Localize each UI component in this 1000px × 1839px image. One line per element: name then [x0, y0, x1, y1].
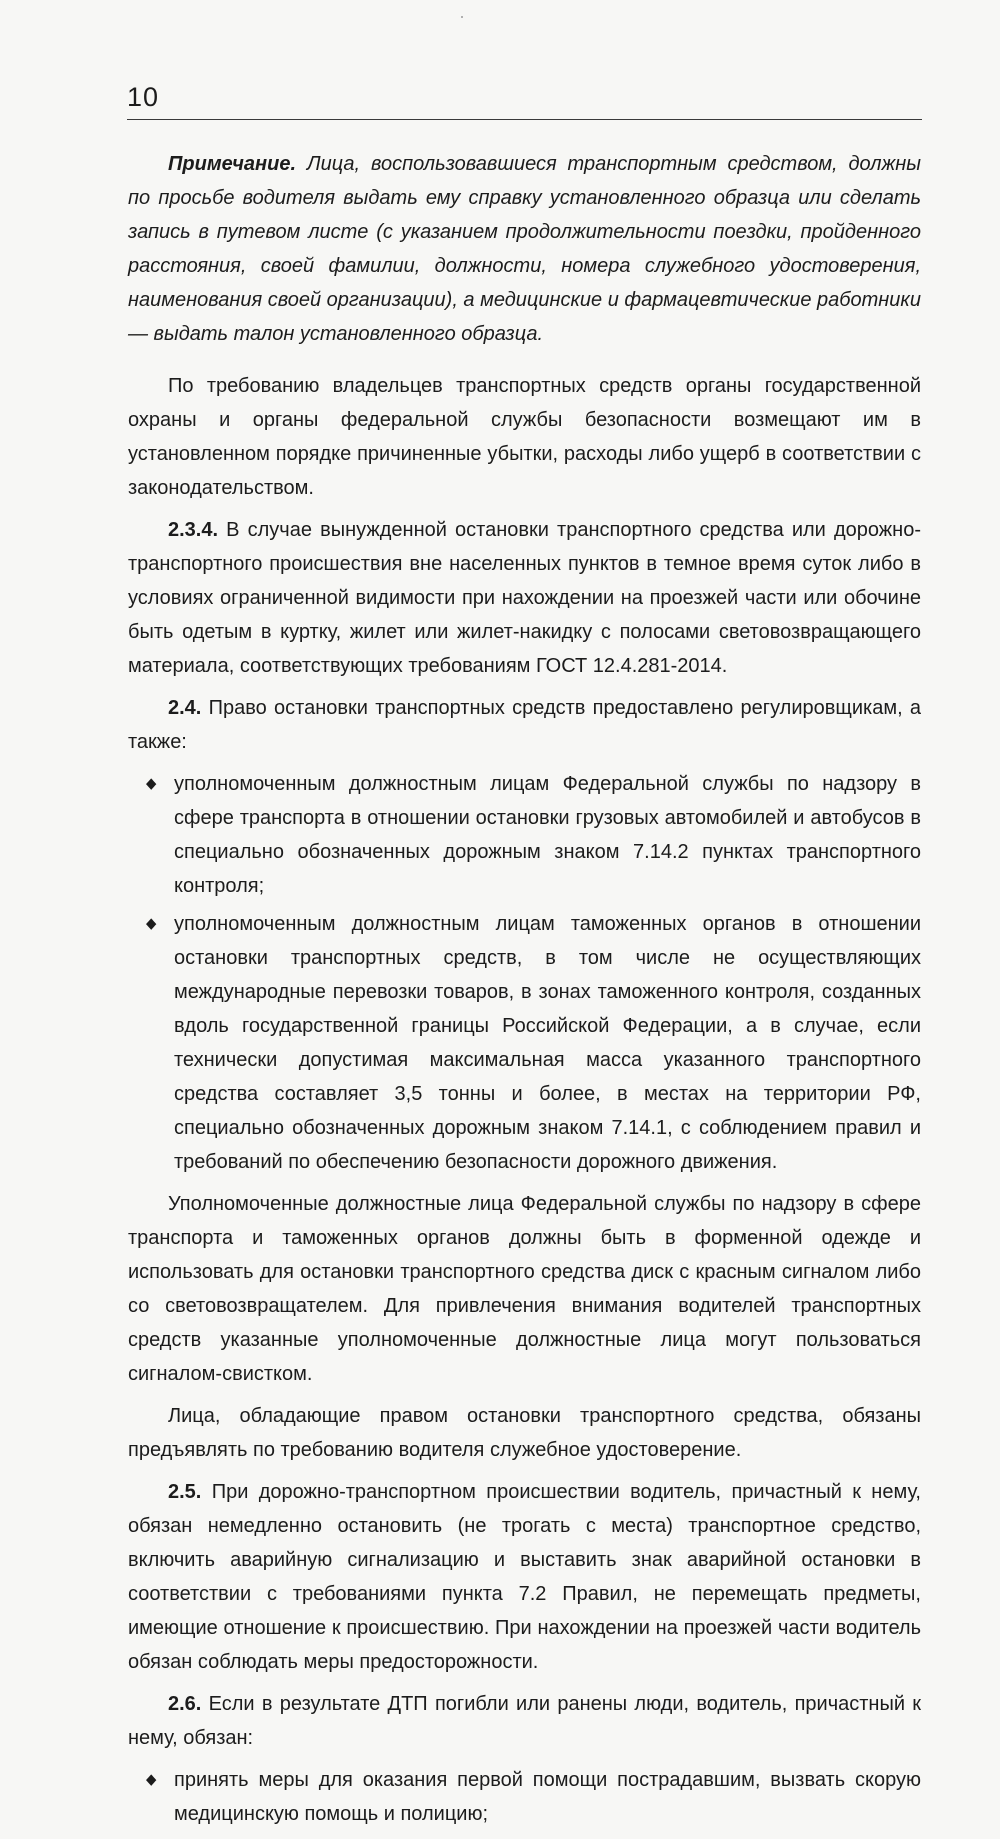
list-item [146, 1763, 921, 1831]
section-text: Если в результате ДТП погибли или ранены люди, водитель, причастный к нему, обязан: [128, 1693, 922, 1749]
diamond-bullet-icon: ◆ [146, 1771, 157, 1788]
section-text: В случае вынужденной остановки транспортного средства или дорожно-транспортного происшествия вне населенных пунктов в темное время суток либо в условиях ограниченной видимости при нахождении на проезжей части или обочине быть одетым в куртку, жилет или жилет-накидку с полосами световозвращающего материала, соответствующих требованиям ГОСТ 12.4.281-2014. [128, 519, 921, 677]
note-paragraph [128, 147, 921, 351]
paragraph-persons: Лица, обладающие правом остановки транспортного средства, обязаны предъявлять по требованию водителя служебное удостоверение. [128, 1405, 921, 1461]
section-number: 2.4. [168, 697, 202, 719]
section-2-4 [128, 691, 921, 759]
section-number: 2.5. [168, 1481, 202, 1503]
section-2-6 [128, 1687, 921, 1755]
list-item [146, 907, 921, 1179]
list-item-text: уполномоченным должностным лицам Федеральной службы по надзору в сфере транспорта в отношении остановки грузовых автомобилей и автобусов в специально обозначенных дорожным знаком 7.14.2 пунктах транспортного контроля; [174, 773, 921, 897]
section-text: Право остановки транспортных средств предоставлено регулировщикам, а также: [128, 697, 922, 753]
diamond-bullet-icon: ◆ [146, 775, 157, 792]
bullet-list-2-4 [128, 767, 921, 1179]
paragraph-compensation: По требованию владельцев транспортных средств органы государственной охраны и органы федеральной службы безопасности возмещают им в установленном порядке причиненные убытки, расходы либо ущерб в соответствии с законодательством. [128, 375, 921, 499]
bullet-list-2-6 [128, 1763, 921, 1831]
diamond-bullet-icon: ◆ [146, 915, 157, 932]
scan-speck [461, 16, 463, 18]
list-item-text: принять меры для оказания первой помощи пострадавшим, вызвать скорую медицинскую помощь и полицию; [174, 1769, 921, 1825]
header-rule [127, 119, 922, 120]
page-body [128, 147, 921, 1839]
list-item [146, 767, 921, 903]
section-2-5 [128, 1475, 921, 1679]
section-number: 2.3.4. [168, 519, 219, 541]
section-text: При дорожно-транспортном происшествии водитель, причастный к нему, обязан немедленно остановить (не трогать с места) транспортное средство, включить аварийную сигнализацию и выставить знак аварийной остановки в соответствии с требованиями пункта 7.2 Правил, не перемещать предметы, имеющие отношение к происшествию. При нахождении на проезжей части водитель обязан соблюдать меры предосторожности. [128, 1481, 921, 1673]
section-number: 2.6. [168, 1693, 202, 1715]
paragraph-officials: Уполномоченные должностные лица Федеральной службы по надзору в сфере транспорта и таможенных органов должны быть в форменной одежде и использовать для остановки транспортного средства диск с красным сигналом либо со световозвращателем. Для привлечения внимания водителей транспортных средств указанные уполномоченные должностные лица могут пользоваться сигналом-свистком. [128, 1193, 921, 1385]
note-text: Лица, воспользовавшиеся транспортным средством, должны по просьбе водителя выдать ему справку установленного образца или сделать запись в путевом листе (с указанием продолжительности поездки, пройденного расстояния, своей фамилии, должности, номера служебного удостоверения, наименования своей организации), а медицинские и фармацевтические работники — выдать талон установленного образца. [128, 153, 922, 345]
section-2-3-4 [128, 513, 921, 683]
note-label: Примечание. [168, 153, 296, 175]
page-number: 10 [127, 82, 160, 112]
list-item-text: уполномоченным должностным лицам таможенных органов в отношении остановки транспортных средств, в том числе не осуществляющих международные перевозки товаров, в зонах таможенного контроля, созданных вдоль государственной границы Российской Федерации, а в случае, если технически допустимая максимальная масса указанного транспортного средства составляет 3,5 тонны и более, в местах на территории РФ, специально обозначенных дорожным знаком 7.14.1, с соблюдением правил и требований по обеспечению безопасности дорожного движения. [174, 913, 921, 1173]
